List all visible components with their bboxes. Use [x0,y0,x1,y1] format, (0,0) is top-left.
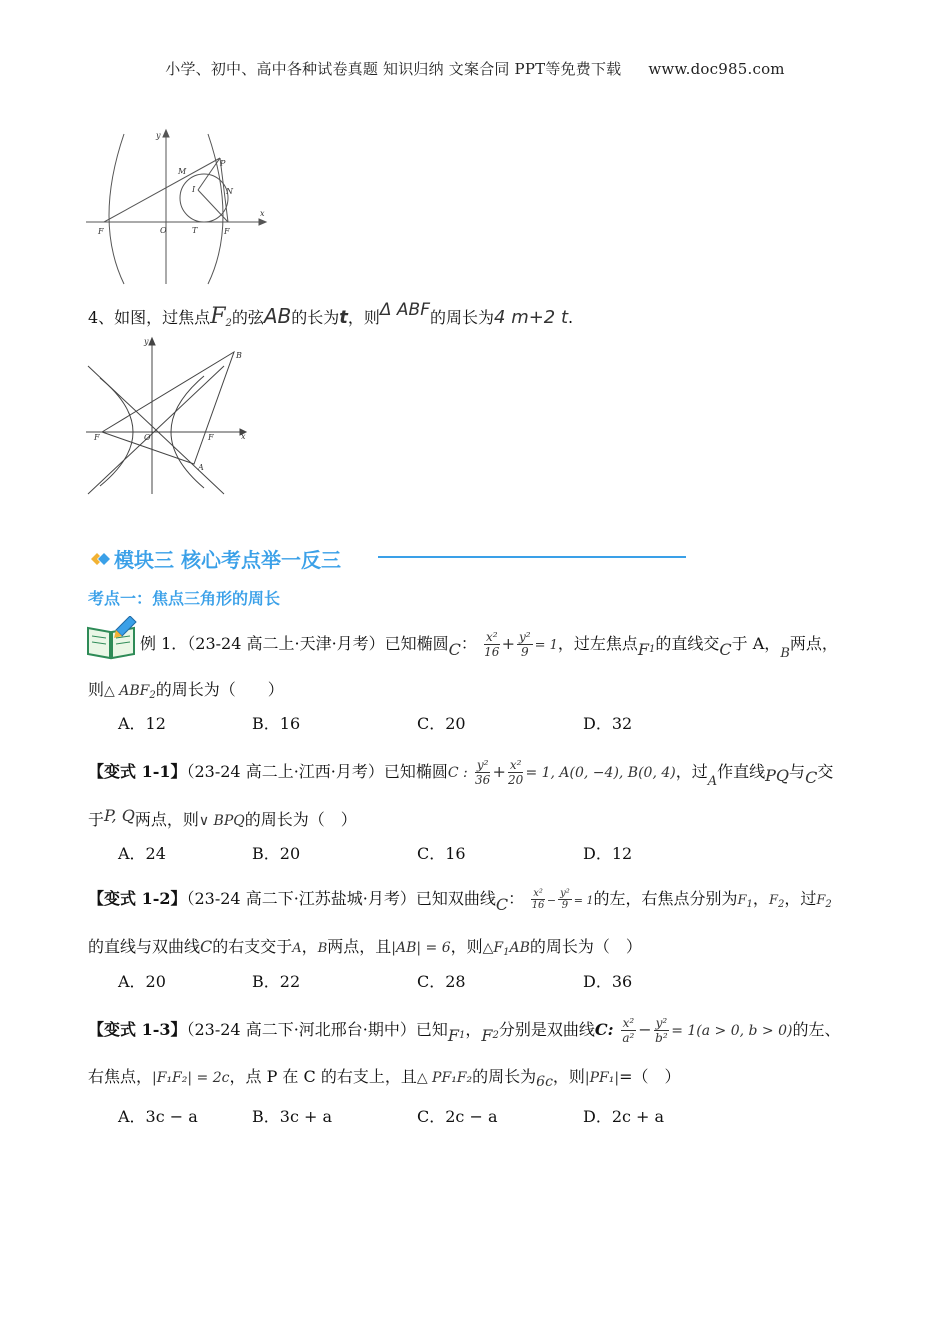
v11-option-c[interactable]: C．16 [417,844,466,863]
v13-f2: F [481,1026,493,1045]
fig1-f1-label: F [98,227,104,236]
v11-text-c: 作直线 [717,762,766,781]
v11-pq2: P, Q [104,806,135,825]
v13-triangle: △ PF₁F₂ [416,1070,473,1086]
header-text: 小学、初中、高中各种试卷真题 知识归纳 文案合同 PPT等免费下载 [165,60,622,78]
v12-text-b: 的左，右焦点分别为 [593,889,738,908]
v13-line2-a: 右焦点， [88,1067,153,1086]
fig1-y-label: y [156,131,161,140]
ex1-c2: C [719,640,732,659]
v12-frac2-num: y² [560,888,570,899]
ex1-plus: + [501,634,515,653]
v12-option-c[interactable]: C．28 [417,972,466,991]
v13-option-b[interactable]: B．3c + a [252,1107,333,1126]
ex1-frac1-num: x² [486,630,498,644]
v11-a: A [707,774,718,789]
v13-eq: = 1(a > 0, b > 0) [671,1023,793,1039]
v12-option-b[interactable]: B．22 [252,972,301,991]
v12-f2-sub: 2 [777,899,785,910]
v11-frac2-num: x² [509,758,522,772]
ex1-end: 两点， [789,634,838,653]
v12-f1-sub: 1 [746,899,753,910]
v11-text-e: 交 [817,762,834,781]
v12-f1: F [737,893,747,908]
v12-comma2: ， [301,937,318,956]
ex1-f1-sub: 1 [649,644,656,655]
variant-1-3-line2 [88,1064,681,1090]
variant-1-2-line2 [88,934,642,958]
ex1-mid2: 的直线交 [655,634,720,653]
ex1-eq: = 1 [534,638,558,653]
v13-comma: ， [465,1020,482,1039]
v12-triangle-sub: 1 [503,947,510,958]
v12-line2-b: 的右支交于 [212,937,293,956]
v11-line2-b: 两点，则 [134,810,199,829]
v12-frac2-den: 9 [561,900,569,911]
fig1-n-label: N [226,187,233,196]
v11-text-a: （23-24 高二上·江西·月考）已知椭圆 [186,762,448,781]
v12-frac1 [531,888,545,911]
v12-a: A [292,941,302,956]
ex1-line2-a: 则 [88,680,105,699]
v12-option-a[interactable]: A．20 [118,972,166,991]
v13-f2-sub: 2 [492,1030,499,1041]
v13-frac1-den: a² [622,1031,635,1045]
v12-colon: ： [508,889,525,908]
ex1-option-c[interactable]: C．20 [417,714,466,733]
figure-hyperbola-chord [86,336,250,496]
ex1-f1: F [637,640,650,659]
v12-b: B [317,941,328,956]
example-1-line2 [88,677,284,701]
v12-frac1-num: x² [533,888,543,899]
v13-frac2-den: b² [655,1031,668,1045]
fig2-f1-label: F [94,433,100,442]
page-header [0,58,950,79]
v12-f2b-sub: 2 [825,899,832,910]
v11-text-b: ，过 [675,762,708,781]
v11-frac1-num: y² [476,758,489,772]
v13-line2-e: =（ ） [619,1067,681,1086]
item4-ab: AB [263,304,292,328]
v12-frac1-den: 16 [531,900,545,911]
fig1-t-label: T [192,226,198,235]
item4-text-c: 的长为 [291,308,340,327]
v13-option-a[interactable]: A．3c − a [118,1107,198,1126]
example-1-line1 [140,630,838,661]
ex1-frac2 [517,630,533,659]
ex1-mid3: 于 A， [731,634,781,653]
v13-frac1 [621,1016,637,1045]
ex1-frac1 [484,630,500,659]
v12-minus: − [546,894,557,907]
v12-line2-d: ，则 [450,937,483,956]
book-pencil-icon [86,616,138,660]
item4-perimeter: 4 m+2 t [494,307,569,328]
v12-c2: C [200,937,213,956]
ex1-option-d[interactable]: D．32 [583,714,633,733]
figure-hyperbola-incircle [86,126,270,286]
v13-line2-d: ，则 [552,1067,585,1086]
ex1-option-b[interactable]: B．16 [252,714,301,733]
v12-triangle: △F [482,940,504,956]
v12-triangle-b: AB [509,940,530,956]
v13-frac1-num: x² [622,1016,635,1030]
v13-frac2-num: y² [655,1016,668,1030]
v13-option-d[interactable]: D．2c + a [583,1107,665,1126]
v13-text-a: （23-24 高二下·河北邢台·期中）已知 [186,1020,448,1039]
v11-triangle: ∨ BPQ [198,813,245,829]
variant-1-3-line1 [88,1016,841,1045]
ex1-c: C [448,640,461,659]
v11-option-a[interactable]: A．24 [118,844,166,863]
item4-text-e: 的周长为 [430,308,495,327]
v13-pf1: |PF₁| [584,1070,620,1086]
kaodian-title: 考点一：焦点三角形的周长 [88,589,281,608]
item4-text-d: ，则 [347,308,380,327]
v12-comma: ， [752,889,769,908]
v12-option-d[interactable]: D．36 [583,972,633,991]
v12-line2-e: 的周长为（ ） [529,937,642,956]
v13-line2-c: 的周长为 [472,1067,537,1086]
v13-c: C: [594,1020,614,1039]
fig2-f2-label: F [208,433,214,442]
ex1-line2-b: 的周长为（ ） [155,680,284,699]
v13-minus: − [638,1020,652,1039]
ex1-frac2-den: 9 [520,645,529,659]
ex1-b: B [780,646,790,661]
v11-frac2-den: 20 [508,773,524,787]
item4-text-a: 4、如图，过焦点 [88,308,211,327]
v11-frac2 [508,758,524,787]
ex1-mid: ，过左焦点 [557,634,638,653]
v11-option-b[interactable]: B．20 [252,844,301,863]
v12-line2-a: 的直线与双曲线 [88,937,201,956]
v12-eq: = 1 [573,894,594,907]
module-header [88,544,688,572]
v11-frac1 [475,758,491,787]
fig1-p-label: P [220,159,226,168]
ex1-colon: ： [460,634,477,653]
item-4 [88,300,573,329]
v13-six-c: 6c [536,1074,553,1090]
v13-f1-sub: 1 [458,1030,466,1041]
item4-f2: F [210,304,226,329]
v11-c2: C [805,768,818,787]
v12-line2-c: 两点，且 [327,937,392,956]
module-title: 模块三 核心考点举一反三 [114,548,341,572]
v13-option-c[interactable]: C．2c − a [417,1107,498,1126]
v13-line2-b: ，点 P 在 C 的右支上，且 [229,1067,417,1086]
fig2-x-label: x [241,432,246,441]
ex1-option-a[interactable]: A．12 [118,714,166,733]
v12-ab: |AB| = 6 [391,940,451,956]
item4-t: t [339,307,348,328]
fig2-y-label: y [144,337,149,346]
ex1-frac2-num: y² [519,630,531,644]
fig1-f2-label: F [224,227,230,236]
v13-frac2 [654,1016,670,1045]
ex1-prefix: 例 1．（23-24 高二上·天津·月考）已知椭圆 [140,634,449,653]
fig2-b-label: B [236,351,242,360]
item4-end: . [568,308,574,327]
item4-f2-sub: 2 [225,318,232,329]
fig2-o-label: O [144,433,151,442]
v11-eq: = 1, A(0, −4), B(0, 4) [525,765,676,781]
v11-line2-c: 的周长为（ ） [244,810,357,829]
v12-tag: 【变式 1-2】 [88,889,187,908]
ex1-triangle-sub: 2 [149,690,156,701]
diamond-arrows-icon [88,548,110,570]
v13-text-b: 分别是双曲线 [498,1020,595,1039]
v12-text-c: ，过 [784,889,817,908]
v12-text-a: （23-24 高二下·江苏盐城·月考）已知双曲线 [186,889,496,908]
variant-1-1-line1 [88,758,833,789]
v11-plus: + [492,762,506,781]
item4-text-b: 的弦 [231,308,264,327]
item4-triangle: Δ ABF [379,300,430,320]
v11-line2-a: 于 [88,810,105,829]
v12-c: C [495,895,509,914]
fig1-x-label: x [260,209,265,218]
v13-tag: 【变式 1-3】 [88,1020,187,1039]
variant-1-1-line2 [88,806,357,830]
v12-f2b: F [816,893,826,908]
fig1-i-label: I [192,185,196,194]
fig1-m-label: M [178,167,187,176]
v12-f2: F [768,893,778,908]
v11-pq: PQ [765,766,790,785]
v13-f1: F [447,1026,459,1045]
ex1-triangle: △ ABF [104,683,150,699]
variant-1-2-line1 [88,886,832,914]
v11-text-d: 与 [789,762,806,781]
v13-text-c: 的左、 [792,1020,841,1039]
fig1-o-label: O [160,226,167,235]
v11-tag: 【变式 1-1】 [88,762,187,781]
fig2-a-label: A [198,463,204,472]
module-divider [378,556,686,558]
header-url[interactable]: www.doc985.com [648,60,785,78]
v13-f1f2: |F₁F₂| = 2c [152,1070,230,1086]
v12-frac2 [558,888,572,911]
v11-c: C : [447,765,468,781]
ex1-frac1-den: 16 [484,645,500,659]
v11-frac1-den: 36 [475,773,491,787]
v11-option-d[interactable]: D．12 [583,844,633,863]
